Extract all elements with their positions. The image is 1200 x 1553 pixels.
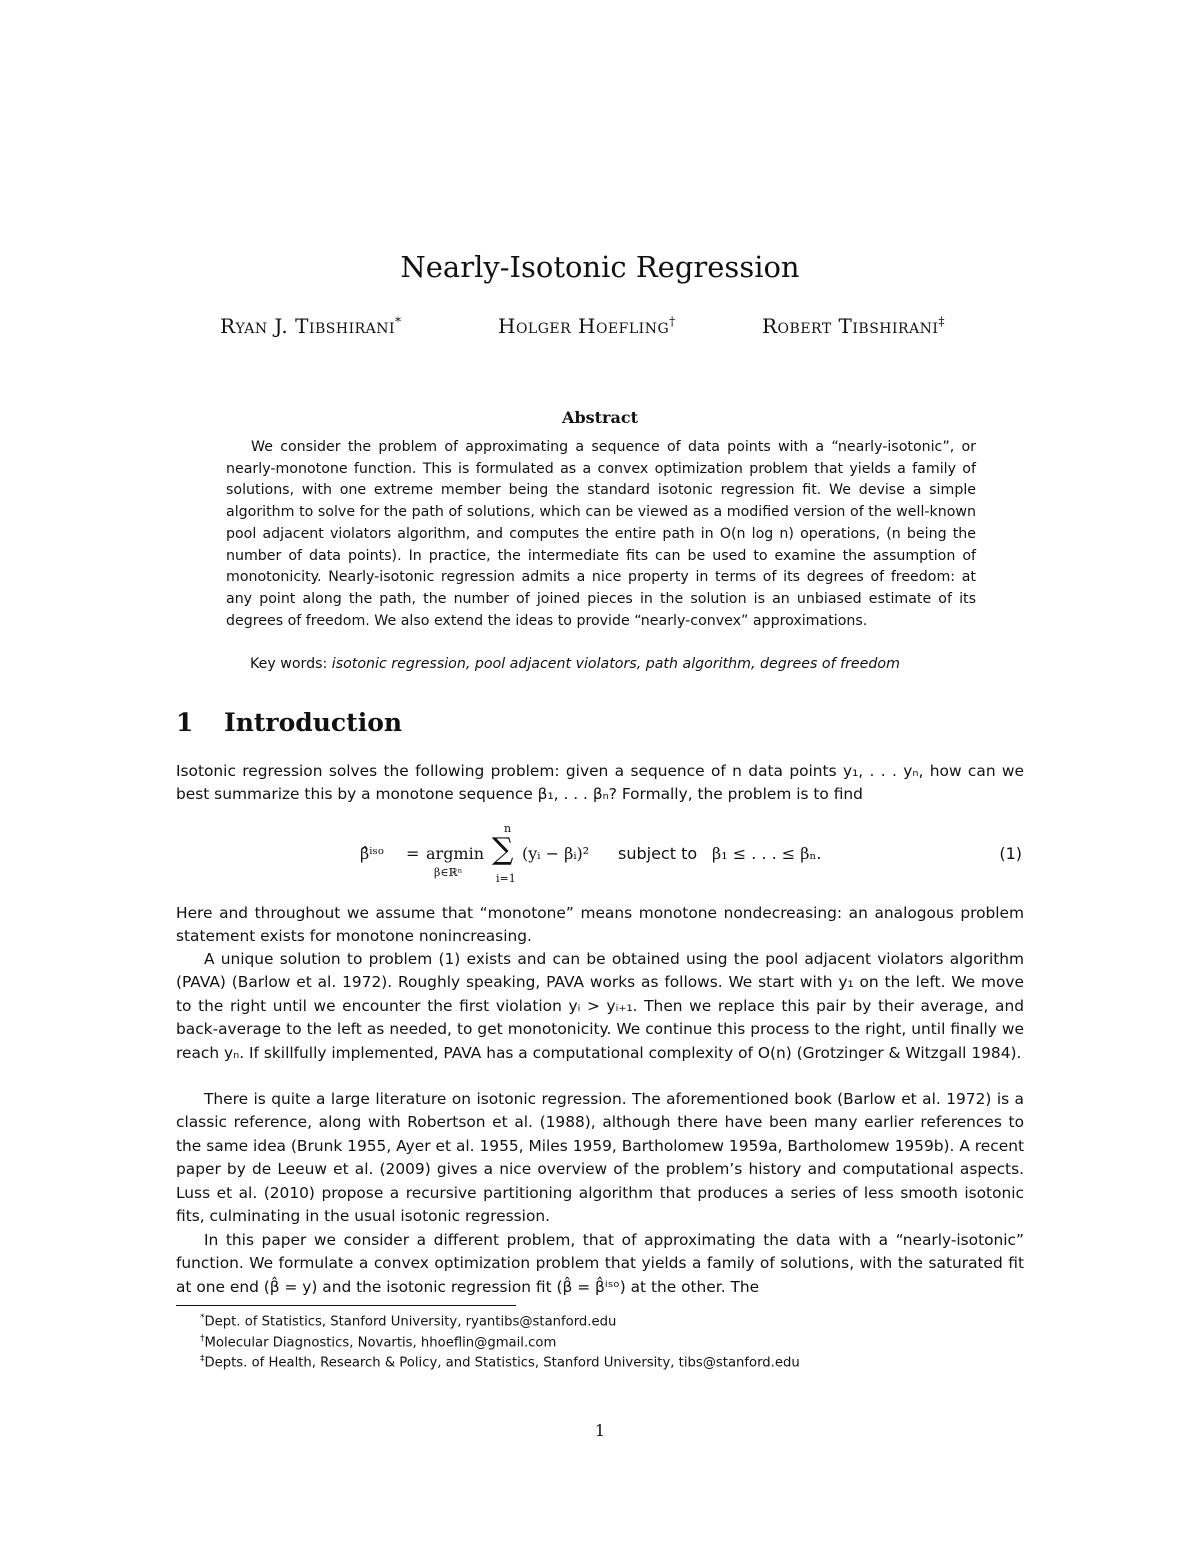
paragraph-1 (176, 760, 1024, 807)
author-1 (220, 314, 402, 338)
equation-constraint-label: subject to (618, 844, 698, 863)
footnote-text: Molecular Diagnostics, Novartis, hhoeflin@gmail.com (204, 1335, 557, 1351)
author-name: Robert Tibshirani (762, 314, 939, 338)
paragraph-4 (176, 1088, 1024, 1228)
page-number: 1 (594, 1421, 606, 1440)
author-2 (498, 314, 676, 338)
paragraph-5 (176, 1229, 1024, 1299)
footnote-mark: ‡ (200, 1354, 205, 1364)
paragraph-text: There is quite a large literature on isotonic regression. The aforementioned book (Barlow et al. 1972) is a classic reference, along with Robertson et al. (1988), although there have been many earlier references to the same idea (Brunk 1955, Ayer et al. 1955, Miles 1959, Bartholomew 1959a, Bartholomew 1959b). A recent paper by de Leeuw et al. (2009) gives a nice overview of the problem’s history and computational aspects. Luss et al. (2010) propose a recursive partitioning algorithm that produces a series of less smooth isotonic fits, culminating in the usual isotonic regression. (176, 1090, 1024, 1226)
equation-equals: = (406, 844, 420, 863)
section-title: Introduction (224, 708, 403, 737)
abstract-text: We consider the problem of approximating a sequence of data points with a “nearly-isotonic”, or nearly-monotone function. This is formulated as a convex optimization problem that yields a family of solutions, with one extreme member being the standard isotonic regression fit. We devise a simple algorithm to solve for the path of solutions, which can be viewed as a modified version of the well-known pool adjacent violators algorithm, and computes the entire path in O(n log n) operations, (n being the number of data points). In practice, the intermediate fits can be used to examine the assumption of monotonicity. Nearly-isotonic regression admits a nice property in terms of its degrees of freedom: at any point along the path, the number of joined pieces in the solution is an unbiased estimate of its degrees of freedom. We also extend the ideas to provide “nearly-convex” approximations. (226, 439, 976, 629)
author-name: Holger Hoefling (498, 314, 670, 338)
paragraph-3 (176, 948, 1024, 1065)
footnote-rule (176, 1305, 516, 1306)
keywords-label: Key words: (250, 656, 328, 672)
equation-1 (360, 822, 1030, 892)
footnote-text: Depts. of Health, Research & Policy, and Statistics, Stanford University, tibs@stanford.edu (204, 1355, 800, 1371)
equation-argmin: argmin (426, 844, 485, 863)
paper-title: Nearly-Isotonic Regression (400, 250, 800, 284)
paragraph-text: Here and throughout we assume that “monotone” means monotone nondecreasing: an analogous problem statement exists for monotone nonincreasing. (176, 904, 1024, 946)
keywords (250, 656, 900, 672)
footnote-3 (200, 1354, 800, 1370)
equation-sum-bottom: i=1 (496, 872, 516, 885)
paragraph-text: Isotonic regression solves the following problem: given a sequence of n data points y₁, . . . yₙ, how can we best summarize this by a monotone sequence β₁, . . . βₙ? Formally, the problem is to find (176, 762, 1024, 804)
footnote-text: Dept. of Statistics, Stanford University, ryantibs@stanford.edu (204, 1314, 617, 1330)
equation-summand: (yᵢ − βᵢ)² (522, 844, 590, 863)
paragraph-2 (176, 902, 1024, 949)
footnote-1 (200, 1313, 616, 1329)
equation-sum-symbol: ∑ (492, 832, 514, 867)
footnote-2 (200, 1334, 556, 1350)
footnote-mark: † (200, 1334, 205, 1344)
equation-lhs: β̂ⁱˢᵒ (360, 844, 385, 863)
author-mark: † (669, 314, 676, 329)
abstract-heading: Abstract (562, 408, 638, 427)
equation-sum-top: n (504, 822, 512, 835)
equation-constraint: β₁ ≤ . . . ≤ βₙ. (712, 844, 822, 863)
keywords-list: isotonic regression, pool adjacent violators, path algorithm, degrees of freedom (331, 656, 900, 672)
author-mark: ‡ (938, 314, 945, 329)
author-name: Ryan J. Tibshirani (220, 314, 396, 338)
equation-argmin-sub: β∈ℝⁿ (434, 866, 463, 879)
footnote-mark: * (200, 1313, 205, 1323)
section-heading (176, 708, 402, 737)
paragraph-text: In this paper we consider a different problem, that of approximating the data with a “nearly-isotonic” function. We formulate a convex optimization problem that yields a family of solutions, with the saturated fit at one end (β̂ = y) and the isotonic regression fit (β̂ = β̂ⁱˢᵒ) at the other. The (176, 1231, 1024, 1296)
author-3 (762, 314, 945, 338)
abstract-body (226, 437, 976, 632)
equation-number: (1) (999, 844, 1022, 863)
author-mark: * (395, 314, 402, 329)
paragraph-text: A unique solution to problem (1) exists and can be obtained using the pool adjacent violators algorithm (PAVA) (Barlow et al. 1972). Roughly speaking, PAVA works as follows. We start with y₁ on the left. We move to the right until we encounter the first violation yᵢ > yᵢ₊₁. Then we replace this pair by their average, and back-average to the left as needed, to get monotonicity. We continue this process to the right, until finally we reach yₙ. If skillfully implemented, PAVA has a computational complexity of O(n) (Grotzinger & Witzgall 1984). (176, 950, 1024, 1062)
section-number: 1 (176, 708, 194, 737)
